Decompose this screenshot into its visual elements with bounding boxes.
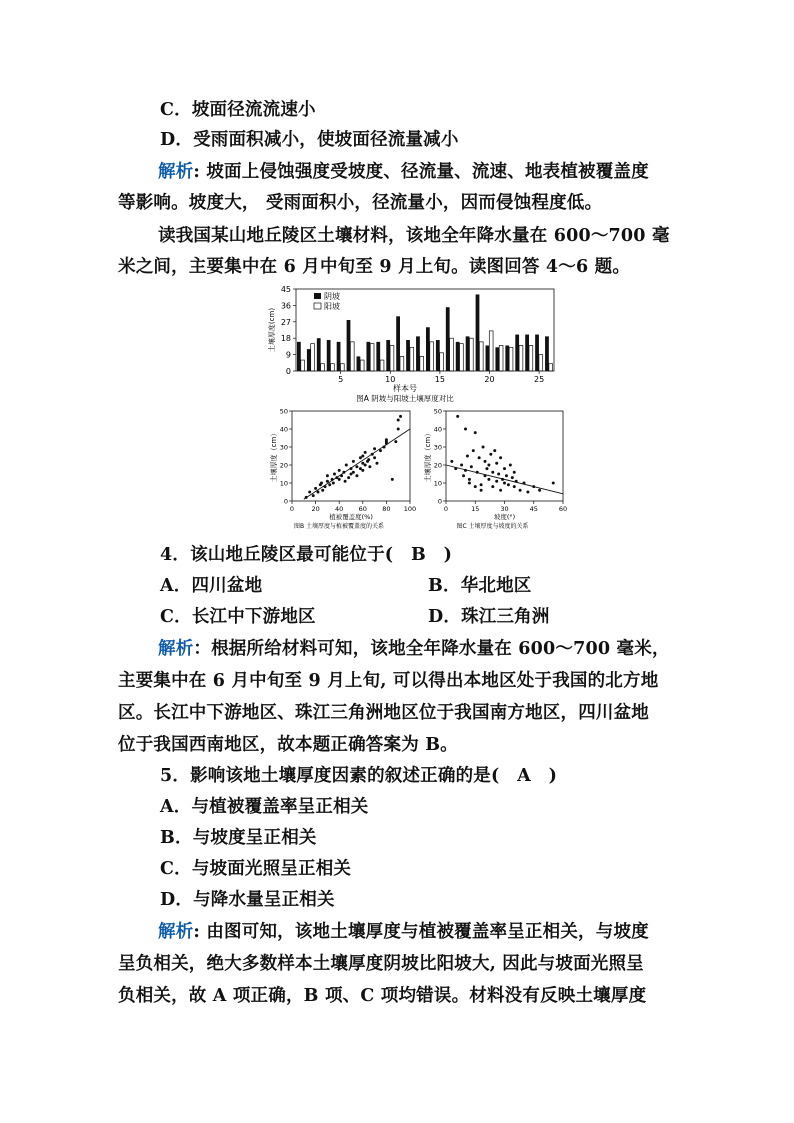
data-point (468, 478, 471, 481)
x-axis-label: 坡度(°) (493, 513, 516, 521)
y-tick-label: 50 (433, 407, 442, 416)
data-point (312, 494, 315, 497)
legend-swatch-shady (314, 293, 321, 299)
data-point (321, 489, 324, 492)
y-tick-label: 0 (283, 497, 288, 506)
y-tick-label: 30 (433, 443, 442, 452)
data-point (450, 460, 453, 463)
y-axis-label: 土壤厚度（cm） (424, 429, 432, 483)
data-point (499, 456, 502, 459)
q5-option-c: C．与坡面光照呈正相关 (160, 859, 352, 879)
analysis-3-line-3: 负相关，故 A 项正确，B 项、C 项均错误。材料没有反映土壤厚度 (118, 986, 647, 1006)
q3-option-c: C．坡面径流流速小 (160, 100, 316, 120)
data-point (519, 489, 522, 492)
x-tick-label: 30 (500, 505, 509, 513)
x-tick-label: 0 (289, 505, 295, 513)
data-point (480, 489, 483, 492)
bar-shady-slope-25 (535, 335, 539, 371)
figure-a-caption: 图A 阴坡与阳坡土壤厚度对比 (356, 394, 454, 403)
data-point (503, 467, 506, 470)
data-point (328, 483, 331, 486)
y-axis-label: 土壤厚度(cm) (268, 307, 276, 353)
x-tick-label: 20 (484, 375, 495, 384)
bar-sunny-slope-22 (509, 347, 513, 371)
data-point (478, 456, 481, 459)
data-point (489, 453, 492, 456)
data-point (468, 482, 471, 485)
bar-sunny-slope-17 (460, 344, 464, 371)
x-tick-label: 15 (434, 375, 445, 384)
data-point (320, 482, 323, 485)
data-point (338, 469, 341, 472)
q3-option-d: D．受雨面积减小，使坡面径流量减小 (160, 130, 459, 150)
data-point (503, 482, 506, 485)
x-tick-label: 60 (558, 505, 568, 513)
y-tick-label: 45 (280, 285, 291, 294)
bar-shady-slope-19 (476, 294, 480, 371)
data-point (499, 489, 502, 492)
y-tick-label: 20 (279, 461, 288, 470)
data-point (497, 473, 500, 476)
y-tick-label: 0 (437, 497, 442, 506)
bar-shady-slope-5 (337, 342, 341, 371)
bar-shady-slope-3 (317, 338, 321, 371)
q5-stem: 5．影响该地土壤厚度因素的叙述正确的是( A ) (160, 766, 558, 786)
legend-swatch-sunny (314, 303, 321, 309)
data-point (513, 471, 516, 474)
data-point (552, 482, 555, 485)
data-point (326, 480, 329, 483)
bar-shady-slope-4 (327, 340, 331, 371)
legend-label-shady: 阴坡 (324, 292, 340, 301)
data-point (495, 462, 498, 465)
bar-sunny-slope-20 (489, 331, 493, 371)
bar-sunny-slope-12 (410, 347, 414, 371)
figure-b-scatter-plot (262, 405, 420, 535)
data-point (361, 462, 364, 465)
bar-sunny-slope-1 (301, 360, 305, 371)
x-tick-label: 60 (358, 505, 367, 513)
data-point (480, 483, 483, 486)
data-point (347, 476, 350, 479)
data-point (361, 455, 364, 458)
bar-sunny-slope-6 (350, 342, 354, 371)
bar-shady-slope-21 (495, 347, 499, 371)
bar-sunny-slope-23 (519, 345, 523, 371)
y-tick-label: 20 (433, 461, 442, 470)
data-point (361, 469, 364, 472)
data-point (462, 474, 465, 477)
bar-sunny-slope-14 (430, 342, 434, 371)
bar-shady-slope-12 (406, 340, 410, 371)
data-point (526, 491, 529, 494)
bar-shady-slope-2 (307, 349, 311, 371)
data-point (367, 458, 370, 461)
data-point (345, 464, 348, 467)
figure-c-scatter-plot (418, 405, 573, 535)
data-point (364, 464, 367, 467)
y-tick-label: 30 (279, 443, 288, 452)
x-axis-label: 植被覆盖度(%) (329, 513, 373, 521)
data-point (368, 465, 371, 468)
data-point (485, 467, 488, 470)
y-tick-label: 40 (433, 425, 442, 434)
x-tick-label: 45 (529, 505, 538, 513)
data-point (359, 467, 362, 470)
bar-shady-slope-20 (486, 345, 490, 371)
data-point (332, 482, 335, 485)
y-tick-label: 40 (279, 425, 288, 434)
data-point (355, 465, 358, 468)
data-point (484, 460, 487, 463)
data-point (482, 446, 485, 449)
bar-sunny-slope-5 (340, 364, 344, 371)
bar-sunny-slope-24 (529, 345, 533, 371)
data-point (397, 428, 400, 431)
analysis-2-line-4: 位于我国西南地区，故本题正确答案为 B。 (118, 735, 458, 755)
bar-shady-slope-9 (376, 342, 380, 371)
data-point (470, 465, 473, 468)
data-point (493, 449, 496, 452)
bar-shady-slope-22 (505, 345, 509, 371)
analysis-2-line-3: 区。长江中下游地区、珠江三角洲地区位于我国南方地区，四川盆地 (118, 703, 649, 723)
bar-sunny-slope-15 (440, 353, 444, 371)
data-point (338, 478, 341, 481)
data-point (375, 462, 378, 465)
bar-shady-slope-26 (545, 336, 549, 371)
data-point (472, 449, 475, 452)
data-point (466, 455, 469, 458)
bar-shady-slope-16 (446, 307, 450, 371)
data-point (495, 480, 498, 483)
data-point (394, 440, 397, 443)
data-point (397, 419, 400, 422)
analysis-label: 解析 (158, 922, 194, 942)
data-point (491, 485, 494, 488)
y-tick-label: 36 (280, 301, 291, 311)
x-tick-label: 15 (471, 505, 480, 513)
data-point (538, 489, 541, 492)
bar-shady-slope-24 (525, 335, 529, 371)
x-tick-label: 20 (311, 505, 320, 513)
data-point (344, 480, 347, 483)
q5-option-b: B．与坡度呈正相关 (160, 828, 317, 848)
y-tick-label: 0 (285, 367, 291, 376)
data-point (464, 428, 467, 431)
bar-shady-slope-13 (416, 336, 420, 371)
data-point (487, 464, 490, 467)
bar-sunny-slope-13 (420, 356, 424, 371)
data-point (507, 483, 510, 486)
x-tick-label: 0 (443, 505, 449, 513)
intro-line-1: 读我国某山地丘陵区土壤材料，该地全年降水量在 600～700 毫 (158, 226, 670, 246)
data-point (314, 487, 317, 490)
data-point (491, 471, 494, 474)
bar-shady-slope-17 (456, 342, 460, 371)
data-point (364, 451, 367, 454)
data-point (474, 485, 477, 488)
bar-sunny-slope-4 (331, 364, 335, 371)
bar-sunny-slope-16 (450, 338, 454, 371)
q4-option-a: A．四川盆地 (160, 576, 263, 596)
analysis-2-line-1: 解析：根据所给材料可知，该地全年降水量在 600～700 毫米， (158, 639, 670, 659)
bar-sunny-slope-26 (549, 364, 553, 371)
bar-shady-slope-14 (426, 327, 430, 371)
data-point (385, 438, 388, 441)
data-point (509, 464, 512, 467)
bar-shady-slope-6 (347, 320, 351, 371)
bar-shady-slope-1 (297, 342, 301, 371)
q4-stem: 4．该山地丘陵区最可能位于( B ) (160, 545, 453, 565)
bar-sunny-slope-19 (479, 342, 483, 371)
analysis-label: 解析 (158, 162, 194, 182)
legend-label-sunny: 阳坡 (324, 302, 340, 311)
data-point (350, 473, 353, 476)
q4-option-d: D．珠江三角洲 (428, 607, 550, 627)
bar-shady-slope-23 (515, 335, 519, 371)
analysis-3-line-1: 解析: 由图可知，该地土壤厚度与植被覆盖率呈正相关，与坡度 (158, 922, 649, 942)
x-axis-label: 样本号 (393, 384, 417, 393)
intro-line-2: 米之间，主要集中在 6 月中旬至 9 月上旬。读图回答 4～6 题。 (118, 257, 631, 277)
q4-option-b: B．华北地区 (428, 576, 532, 596)
x-tick-label: 25 (534, 375, 545, 384)
y-tick-label: 10 (433, 479, 442, 488)
bar-shady-slope-7 (357, 356, 361, 371)
q5-option-a: A．与植被覆盖率呈正相关 (160, 797, 369, 817)
bar-shady-slope-10 (386, 340, 390, 371)
plot-frame (446, 411, 563, 501)
bar-sunny-slope-25 (539, 355, 543, 371)
bar-shady-slope-15 (436, 340, 440, 371)
bar-shady-slope-11 (396, 316, 400, 371)
data-point (456, 415, 459, 418)
x-tick-label: 10 (385, 375, 396, 384)
plot-frame (292, 411, 410, 501)
data-point (333, 473, 336, 476)
bar-shady-slope-18 (466, 336, 470, 371)
data-point (373, 447, 376, 450)
analysis-2-line-2: 主要集中在 6 月中旬至 9 月上旬, 可以得出本地区处于我国的北方地 (118, 671, 659, 691)
data-point (460, 464, 463, 467)
data-point (355, 474, 358, 477)
y-axis-label: 土壤厚度（cm） (270, 429, 278, 483)
bar-shady-slope-8 (366, 342, 370, 371)
q5-option-d: D．与降水量呈正相关 (160, 890, 335, 910)
bar-sunny-slope-7 (360, 360, 364, 371)
data-point (326, 474, 329, 477)
bar-sunny-slope-8 (370, 344, 374, 371)
x-tick-label: 100 (403, 505, 417, 513)
bar-sunny-slope-9 (380, 360, 384, 371)
data-point (487, 478, 490, 481)
data-point (373, 456, 376, 459)
analysis-label: 解析 (158, 639, 194, 659)
data-point (359, 456, 362, 459)
data-point (513, 485, 516, 488)
bar-sunny-slope-21 (499, 345, 503, 371)
data-point (308, 491, 311, 494)
bar-sunny-slope-3 (321, 364, 325, 371)
trend-line (304, 429, 410, 499)
bar-sunny-slope-10 (390, 345, 394, 371)
analysis-1-line-2: 等影响。坡度大， 受雨面积小，径流量小，因而侵蚀程度低。 (118, 193, 603, 213)
bar-sunny-slope-2 (311, 344, 315, 371)
y-tick-label: 10 (279, 479, 288, 488)
y-tick-label: 18 (280, 334, 291, 344)
bar-sunny-slope-18 (469, 338, 473, 371)
bar-sunny-slope-11 (400, 356, 404, 371)
q4-option-c: C．长江中下游地区 (160, 607, 316, 627)
data-point (505, 474, 508, 477)
data-point (352, 460, 355, 463)
y-tick-label: 50 (279, 407, 288, 416)
data-point (511, 476, 514, 479)
figure-caption: 图C 土壤厚度与坡度的关系 (456, 523, 529, 530)
y-tick-label: 9 (285, 350, 291, 360)
analysis-3-line-2: 呈负相关，绝大多数样本土壤厚度阴坡比阳坡大, 因此与坡面光照呈 (118, 954, 644, 974)
y-tick-label: 27 (280, 317, 291, 327)
data-point (391, 478, 394, 481)
data-point (474, 431, 477, 434)
figure-caption: 图B 土壤厚度与植被覆盖度的关系 (293, 523, 385, 530)
analysis-1-line-1: 解析: 坡面上侵蚀强度受坡度、径流量、流速、地表植被覆盖度 (158, 162, 649, 182)
x-tick-label: 40 (335, 505, 344, 513)
x-tick-label: 5 (338, 375, 344, 384)
data-point (399, 415, 402, 418)
figure-a-bar-chart (262, 283, 562, 403)
data-point (352, 471, 355, 474)
x-tick-label: 80 (382, 505, 391, 513)
